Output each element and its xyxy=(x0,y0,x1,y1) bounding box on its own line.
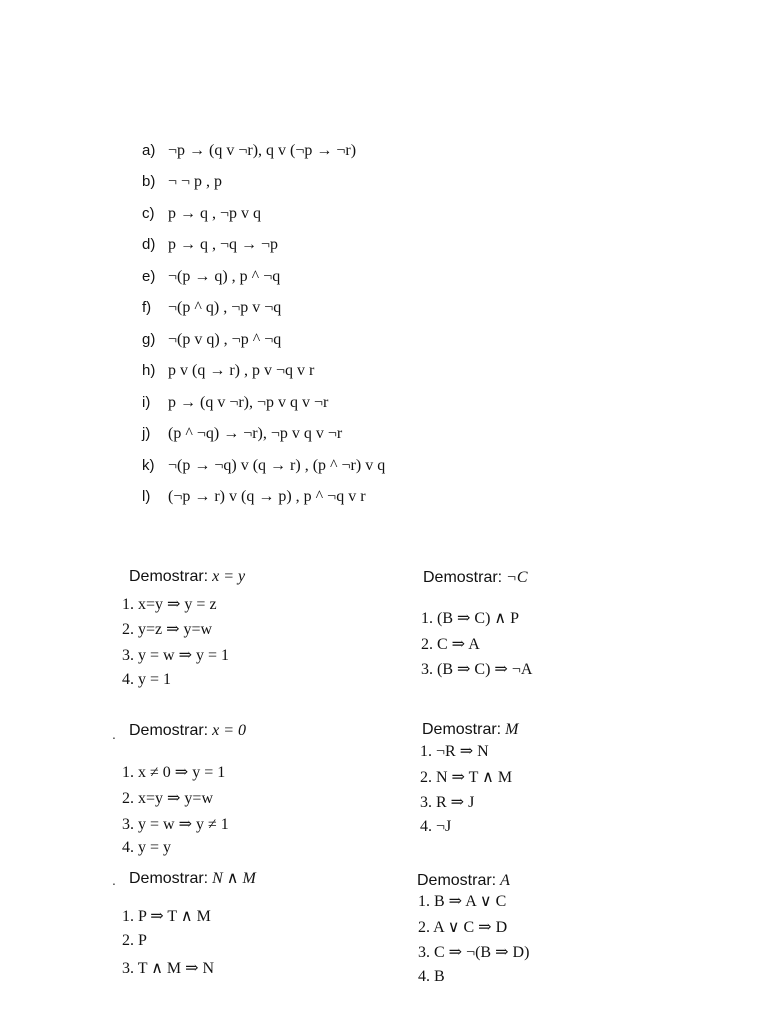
exercise-expression: p v (q → r) , p v ¬q v r xyxy=(168,362,315,379)
demostrar-word: Demostrar: xyxy=(422,721,502,738)
exercise-item xyxy=(142,205,261,223)
demostrar-word: Demostrar: xyxy=(129,722,209,739)
proof-block xyxy=(122,568,422,698)
demostrar-word: Demostrar: xyxy=(417,872,497,889)
exercise-label: h) xyxy=(142,362,156,379)
proof-block xyxy=(420,721,720,846)
proof-title xyxy=(423,569,528,587)
exercise-item xyxy=(142,173,222,191)
proof-step: 2. C ⇒ A xyxy=(421,636,480,653)
exercise-label: f) xyxy=(142,299,152,316)
exercise-item xyxy=(142,394,328,412)
demostrar-word: Demostrar: xyxy=(129,870,209,887)
exercise-item xyxy=(142,236,278,254)
exercise-expression: ¬(p → ¬q) v (q → r) , (p ^ ¬r) v q xyxy=(168,457,386,474)
exercise-expression: ¬(p v q) , ¬p ^ ¬q xyxy=(168,331,282,348)
proof-step: 3. C ⇒ ¬(B ⇒ D) xyxy=(418,944,530,961)
exercise-label: l) xyxy=(142,488,151,505)
proof-goal: N ∧ M xyxy=(212,870,256,887)
exercise-item xyxy=(142,299,281,317)
exercise-label: b) xyxy=(142,173,156,190)
proof-step: 2. N ⇒ T ∧ M xyxy=(420,769,513,786)
leading-dot: . xyxy=(112,726,116,742)
proof-step: 1. x=y ⇒ y = z xyxy=(122,596,217,613)
exercise-item xyxy=(142,142,356,160)
proof-block xyxy=(421,569,721,689)
proof-block xyxy=(112,722,422,862)
proof-block xyxy=(112,868,422,983)
exercise-item xyxy=(142,268,280,286)
proof-goal: A xyxy=(500,872,510,889)
proof-block xyxy=(416,872,716,992)
exercise-expression: ¬p → (q v ¬r), q v (¬p → ¬r) xyxy=(168,142,357,159)
exercise-item xyxy=(142,331,281,349)
proof-title xyxy=(422,721,518,739)
proof-title xyxy=(417,872,510,890)
proof-step: 1. P ⇒ T ∧ M xyxy=(122,908,211,925)
exercise-label: e) xyxy=(142,268,156,285)
exercise-expression: ¬(p → q) , p ^ ¬q xyxy=(168,268,281,285)
proof-step: 4. y = 1 xyxy=(122,671,172,688)
proof-step: 3. (B ⇒ C) ⇒ ¬A xyxy=(421,661,533,678)
exercise-label: c) xyxy=(142,205,155,222)
proof-goal: x = 0 xyxy=(212,722,247,739)
exercise-expression: ¬(p ^ q) , ¬p v ¬q xyxy=(168,299,282,316)
proof-step: 1. x ≠ 0 ⇒ y = 1 xyxy=(122,764,226,781)
proof-step: 3. T ∧ M ⇒ N xyxy=(122,960,215,977)
proof-step: 4. y = y xyxy=(122,839,172,856)
proof-step: 1. ¬R ⇒ N xyxy=(420,743,489,760)
exercise-expression: (¬p → r) v (q → p) , p ^ ¬q v r xyxy=(168,488,366,505)
proof-step: 1. B ⇒ A ∨ C xyxy=(418,893,507,910)
proof-step: 2. A ∨ C ⇒ D xyxy=(418,919,508,936)
proof-step: 3. y = w ⇒ y ≠ 1 xyxy=(122,816,229,833)
exercise-expression: p → q , ¬p v q xyxy=(168,205,262,222)
proof-goal: x = y xyxy=(212,568,246,585)
proof-step: 2. P xyxy=(122,932,147,949)
exercise-item xyxy=(142,457,385,475)
exercise-expression: ¬ ¬ p , p xyxy=(168,173,223,190)
proof-step: 4. ¬J xyxy=(420,818,452,835)
exercise-label: i) xyxy=(142,394,151,411)
exercise-item xyxy=(142,362,314,380)
proof-step: 2. y=z ⇒ y=w xyxy=(122,621,213,638)
proof-goal: M xyxy=(505,721,519,738)
proof-title xyxy=(129,722,246,740)
proof-title xyxy=(129,568,245,586)
exercise-label: g) xyxy=(142,331,156,348)
leading-dot: . xyxy=(112,872,116,888)
exercise-expression: (p ^ ¬q) → ¬r), ¬p v q v ¬r xyxy=(168,425,343,442)
proof-step: 4. B xyxy=(418,968,445,985)
exercise-label: d) xyxy=(142,236,156,253)
proof-title xyxy=(129,868,256,888)
exercise-item xyxy=(142,488,366,506)
exercise-label: k) xyxy=(142,457,155,474)
exercise-expression: p → q , ¬q → ¬p xyxy=(168,236,279,253)
demostrar-word: Demostrar: xyxy=(423,569,503,586)
proof-step: 2. x=y ⇒ y=w xyxy=(122,790,214,807)
demostrar-word: Demostrar: xyxy=(129,568,209,585)
exercise-expression: p → (q v ¬r), ¬p v q v ¬r xyxy=(168,394,329,411)
proof-step: 3. R ⇒ J xyxy=(420,794,475,811)
proof-goal: ¬C xyxy=(506,569,528,586)
exercise-label: j) xyxy=(142,425,151,442)
exercise-item xyxy=(142,425,342,443)
exercise-label: a) xyxy=(142,142,156,159)
proof-step: 1. (B ⇒ C) ∧ P xyxy=(421,610,520,627)
proof-step: 3. y = w ⇒ y = 1 xyxy=(122,647,230,664)
